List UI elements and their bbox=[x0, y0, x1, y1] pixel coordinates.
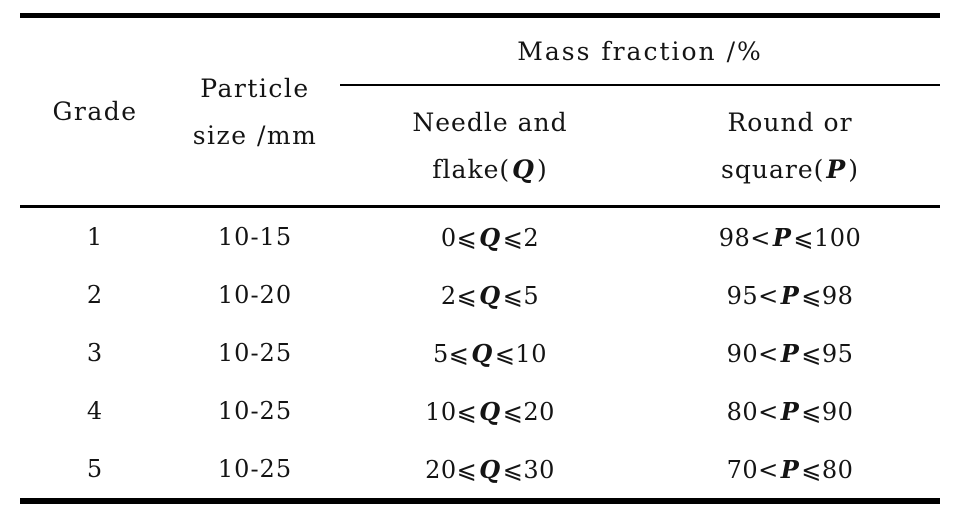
p-formula-post: ⩽80 bbox=[801, 455, 854, 484]
table-row bbox=[20, 382, 940, 440]
grade-cell: 5 bbox=[86, 455, 104, 483]
subheader-round-line2 bbox=[640, 146, 940, 193]
variable-p: P bbox=[780, 280, 800, 310]
table-row bbox=[20, 207, 940, 267]
p-formula-pre: 70< bbox=[726, 455, 779, 484]
variable-q: Q bbox=[479, 396, 501, 426]
variable-q: Q bbox=[471, 338, 493, 368]
round-label-post: ) bbox=[848, 154, 859, 184]
q-formula-pre: 5⩽ bbox=[433, 339, 470, 368]
q-formula-post: ⩽5 bbox=[502, 281, 540, 310]
needle-label-post: ) bbox=[536, 154, 548, 184]
round-square-cell bbox=[640, 207, 940, 267]
subheader-needle-line1: Needle and bbox=[412, 107, 568, 137]
header-row-1 bbox=[20, 16, 940, 86]
p-formula-post: ⩽98 bbox=[801, 281, 854, 310]
header-mass-fraction: Mass fraction /% bbox=[340, 16, 940, 86]
p-formula-post: ⩽100 bbox=[793, 223, 862, 252]
header-particle-line1: Particle bbox=[200, 73, 310, 103]
q-formula-pre: 0⩽ bbox=[440, 223, 478, 252]
grade-cell: 3 bbox=[86, 339, 104, 367]
grade-cell: 2 bbox=[86, 281, 104, 309]
subheader-round-square bbox=[640, 85, 940, 207]
round-label-pre: square( bbox=[721, 154, 825, 184]
p-formula-pre: 98< bbox=[718, 223, 771, 252]
q-formula-pre: 20⩽ bbox=[425, 455, 478, 484]
particle-size-cell: 10-25 bbox=[217, 455, 293, 483]
subheader-round-line1: Round or bbox=[727, 107, 853, 137]
variable-q: Q bbox=[512, 154, 535, 184]
needle-flake-cell bbox=[340, 266, 640, 324]
table-row bbox=[20, 440, 940, 501]
variable-p: P bbox=[780, 454, 800, 484]
specification-table bbox=[20, 13, 940, 504]
round-square-cell bbox=[640, 382, 940, 440]
header-grade: Grade bbox=[20, 16, 170, 207]
variable-p: P bbox=[772, 222, 792, 252]
p-formula-post: ⩽95 bbox=[801, 339, 854, 368]
grade-cell: 1 bbox=[86, 223, 104, 251]
particle-size-cell: 10-20 bbox=[217, 281, 293, 309]
p-formula-pre: 95< bbox=[726, 281, 779, 310]
needle-label-pre: flake( bbox=[432, 154, 511, 184]
needle-flake-cell bbox=[340, 207, 640, 267]
variable-p: P bbox=[780, 338, 800, 368]
needle-flake-cell bbox=[340, 440, 640, 501]
variable-p: P bbox=[780, 396, 800, 426]
particle-size-cell: 10-25 bbox=[217, 397, 293, 425]
q-formula-post: ⩽2 bbox=[502, 223, 540, 252]
q-formula-post: ⩽20 bbox=[502, 397, 555, 426]
header-particle-line2: size /mm bbox=[192, 120, 318, 150]
grade-cell: 4 bbox=[86, 397, 104, 425]
round-square-cell bbox=[640, 324, 940, 382]
table-row bbox=[20, 324, 940, 382]
variable-q: Q bbox=[479, 222, 501, 252]
round-square-cell bbox=[640, 440, 940, 501]
q-formula-post: ⩽30 bbox=[502, 455, 555, 484]
table-row bbox=[20, 266, 940, 324]
p-formula-pre: 90< bbox=[726, 339, 779, 368]
particle-size-cell: 10-15 bbox=[217, 223, 293, 251]
header-particle-size bbox=[170, 16, 340, 207]
needle-flake-cell bbox=[340, 382, 640, 440]
needle-flake-cell bbox=[340, 324, 640, 382]
table-body bbox=[20, 207, 940, 502]
round-square-cell bbox=[640, 266, 940, 324]
variable-p: P bbox=[826, 154, 847, 184]
subheader-needle-line2 bbox=[340, 146, 640, 193]
q-formula-post: ⩽10 bbox=[494, 339, 547, 368]
p-formula-pre: 80< bbox=[726, 397, 779, 426]
variable-q: Q bbox=[479, 280, 501, 310]
q-formula-pre: 2⩽ bbox=[440, 281, 478, 310]
p-formula-post: ⩽90 bbox=[801, 397, 854, 426]
q-formula-pre: 10⩽ bbox=[425, 397, 478, 426]
particle-size-cell: 10-25 bbox=[217, 339, 293, 367]
subheader-needle-flake bbox=[340, 85, 640, 207]
table-header bbox=[20, 16, 940, 207]
variable-q: Q bbox=[479, 454, 501, 484]
